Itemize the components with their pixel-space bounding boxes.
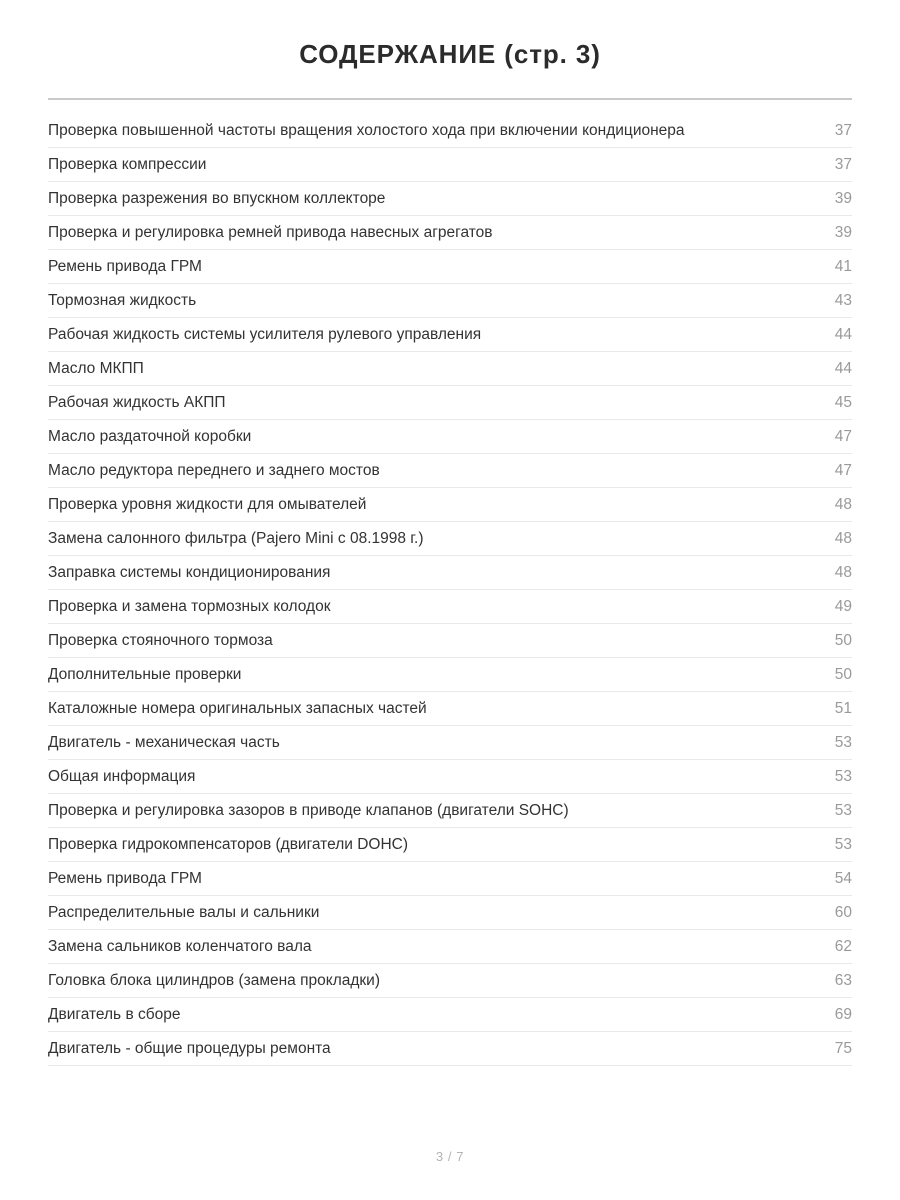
toc-entry-page-number: 63: [834, 971, 852, 989]
page-footer: 3 / 7: [435, 1149, 465, 1164]
toc-entry[interactable]: [48, 522, 852, 556]
toc-entry-page-number: 39: [834, 223, 852, 241]
toc-entry[interactable]: [48, 862, 852, 896]
toc-entry-page-number: 54: [834, 869, 852, 887]
toc-entry-title: Проверка и регулировка ремней привода навесных агрегатов: [48, 223, 493, 241]
toc-entry[interactable]: [48, 454, 852, 488]
toc-entry-title: Распределительные валы и сальники: [48, 903, 320, 921]
toc-entry-title: Дополнительные проверки: [48, 665, 242, 683]
toc-entry-title: Двигатель - общие процедуры ремонта: [48, 1039, 331, 1057]
toc-entry[interactable]: [48, 386, 852, 420]
toc-entry[interactable]: [48, 148, 852, 182]
toc-entry-page-number: 50: [834, 665, 852, 683]
toc-entry-page-number: 48: [834, 563, 852, 581]
toc-entry-page-number: 53: [834, 801, 852, 819]
toc-entry-title: Проверка и регулировка зазоров в приводе клапанов (двигатели SOHC): [48, 801, 569, 819]
toc-entry-title: Проверка уровня жидкости для омывателей: [48, 495, 367, 513]
toc-entry-page-number: 75: [834, 1039, 852, 1057]
toc-entry[interactable]: [48, 352, 852, 386]
toc-entry-title: Проверка гидрокомпенсаторов (двигатели DOHC): [48, 835, 409, 853]
toc-entry-title: Замена салонного фильтра (Pajero Mini с 08.1998 г.): [48, 529, 424, 547]
toc-entry[interactable]: [48, 658, 852, 692]
toc-entry[interactable]: [48, 250, 852, 284]
toc-entry-page-number: 39: [834, 189, 852, 207]
toc-entry[interactable]: [48, 182, 852, 216]
toc-entry[interactable]: [48, 964, 852, 998]
toc-entry-title: Проверка и замена тормозных колодок: [48, 597, 331, 615]
toc-entry-title: Головка блока цилиндров (замена прокладки): [48, 971, 381, 989]
toc-entry-title: Проверка стояночного тормоза: [48, 631, 273, 649]
toc-entry-page-number: 50: [834, 631, 852, 649]
toc-entry[interactable]: [48, 726, 852, 760]
toc-entry-page-number: 53: [834, 835, 852, 853]
toc-entry-title: Масло раздаточной коробки: [48, 427, 252, 445]
toc-entry[interactable]: [48, 556, 852, 590]
toc-entry-title: Проверка повышенной частоты вращения холостого хода при включении кондиционера: [48, 121, 685, 139]
toc-entry[interactable]: [48, 420, 852, 454]
toc-entry-title: Заправка системы кондиционирования: [48, 563, 331, 581]
toc-entry-title: Проверка разрежения во впускном коллекторе: [48, 189, 386, 207]
toc-entry[interactable]: [48, 998, 852, 1032]
toc-entry-title: Замена сальников коленчатого вала: [48, 937, 312, 955]
title-divider: [48, 98, 852, 100]
toc-entry-title: Масло редуктора переднего и заднего мостов: [48, 461, 380, 479]
toc-entry[interactable]: [48, 624, 852, 658]
toc-entry[interactable]: [48, 828, 852, 862]
toc-entry-page-number: 53: [834, 767, 852, 785]
toc-entry-title: Проверка компрессии: [48, 155, 207, 173]
toc-entry-title: Масло МКПП: [48, 359, 144, 377]
toc-entry[interactable]: [48, 896, 852, 930]
toc-entry-page-number: 69: [834, 1005, 852, 1023]
toc-entry-title: Ремень привода ГРМ: [48, 869, 202, 887]
toc-entry-page-number: 41: [834, 257, 852, 275]
toc-entry-page-number: 47: [834, 427, 852, 445]
toc-entry-page-number: 49: [834, 597, 852, 615]
toc-entry[interactable]: [48, 1032, 852, 1066]
toc-entry-title: Каталожные номера оригинальных запасных частей: [48, 699, 427, 717]
toc-entry-title: Двигатель - механическая часть: [48, 733, 280, 751]
toc-entry[interactable]: [48, 760, 852, 794]
toc-entry[interactable]: [48, 284, 852, 318]
toc-entry-page-number: 37: [834, 121, 852, 139]
toc-entry[interactable]: [48, 794, 852, 828]
toc-entry[interactable]: [48, 488, 852, 522]
toc-entry[interactable]: [48, 216, 852, 250]
page-title: СОДЕРЖАНИЕ (стр. 3): [299, 39, 601, 69]
toc-entry-title: Общая информация: [48, 767, 196, 785]
toc-entry-title: Тормозная жидкость: [48, 291, 197, 309]
toc-entry[interactable]: [48, 930, 852, 964]
toc-entry-page-number: 43: [834, 291, 852, 309]
toc-entry[interactable]: [48, 590, 852, 624]
toc-entry-page-number: 51: [834, 699, 852, 717]
toc-entry-page-number: 44: [834, 325, 852, 343]
toc-entry[interactable]: [48, 318, 852, 352]
toc-entry-page-number: 53: [834, 733, 852, 751]
toc-entry-title: Двигатель в сборе: [48, 1005, 181, 1023]
toc-entry-page-number: 37: [834, 155, 852, 173]
toc-entry-page-number: 60: [834, 903, 852, 921]
toc-entry[interactable]: [48, 692, 852, 726]
toc-entry-page-number: 44: [834, 359, 852, 377]
toc-entry-page-number: 45: [834, 393, 852, 411]
toc-entry-title: Рабочая жидкость системы усилителя рулевого управления: [48, 325, 482, 343]
toc-list: [48, 114, 852, 1066]
toc-entry-title: Ремень привода ГРМ: [48, 257, 202, 275]
toc-entry-page-number: 48: [834, 495, 852, 513]
toc-entry-page-number: 47: [834, 461, 852, 479]
toc-entry-page-number: 62: [834, 937, 852, 955]
toc-entry[interactable]: [48, 114, 852, 148]
toc-entry-page-number: 48: [834, 529, 852, 547]
toc-entry-title: Рабочая жидкость АКПП: [48, 393, 226, 411]
